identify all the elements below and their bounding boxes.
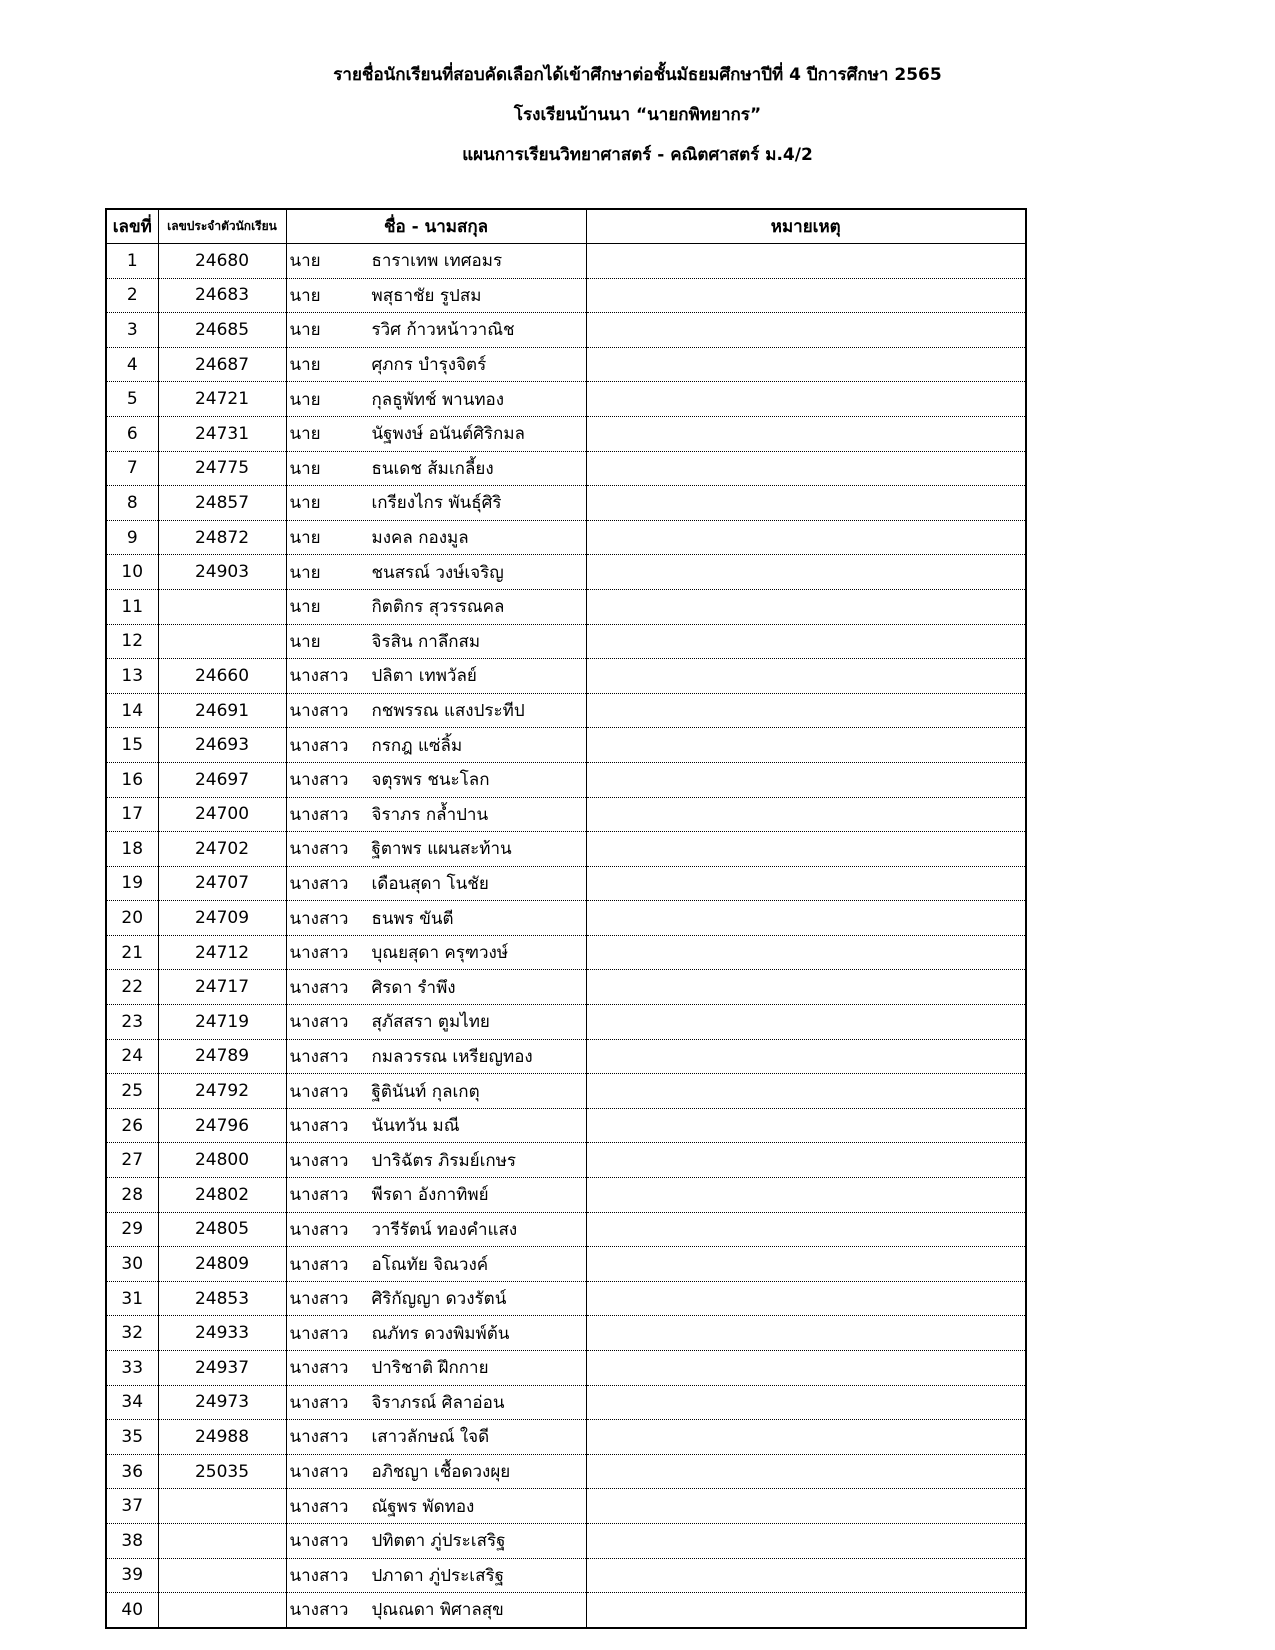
table-row <box>106 416 1026 451</box>
student-name-cell <box>286 244 586 279</box>
row-number: 20 <box>106 901 158 936</box>
student-name-cell <box>286 1558 586 1593</box>
remark-cell <box>586 520 1026 555</box>
student-name: จตุรพร ชนะโลก <box>371 770 490 791</box>
student-name-cell <box>286 1489 586 1524</box>
table-row <box>106 1351 1026 1386</box>
student-id: 24809 <box>158 1247 286 1282</box>
row-number: 39 <box>106 1558 158 1593</box>
name-prefix: นางสาว <box>289 1462 349 1483</box>
student-id: 24802 <box>158 1178 286 1213</box>
student-id: 24937 <box>158 1351 286 1386</box>
row-number: 21 <box>106 935 158 970</box>
student-name-cell <box>286 1005 586 1040</box>
row-number: 26 <box>106 1108 158 1143</box>
student-name-cell <box>286 382 586 417</box>
student-name-cell <box>286 728 586 763</box>
student-name: ธาราเทพ เทศอมร <box>371 251 503 272</box>
table-row <box>106 1178 1026 1213</box>
student-name-cell <box>286 313 586 348</box>
student-name: ปาริฉัตร ภิรมย์เกษร <box>371 1150 517 1171</box>
student-name: อโณทัย จิณวงค์ <box>371 1254 489 1275</box>
student-name-cell <box>286 901 586 936</box>
student-id: 24933 <box>158 1316 286 1351</box>
name-prefix: นางสาว <box>289 1150 349 1171</box>
table-row <box>106 762 1026 797</box>
student-name-cell <box>286 1212 586 1247</box>
table-row <box>106 1143 1026 1178</box>
school-name: โรงเรียนบ้านนา “นายกพิทยากร” <box>513 105 762 125</box>
row-number: 5 <box>106 382 158 417</box>
student-name: ฐิตินันท์ กุลเกตุ <box>371 1081 480 1102</box>
student-name: พีรดา อังกาทิพย์ <box>371 1185 489 1206</box>
student-name: ศิรดา รำพึง <box>371 977 456 998</box>
remark-cell <box>586 416 1026 451</box>
student-id: 24789 <box>158 1039 286 1074</box>
name-prefix: นางสาว <box>289 1081 349 1102</box>
remark-cell <box>586 1523 1026 1558</box>
student-name-cell <box>286 624 586 659</box>
student-name: กชพรรณ แสงประทีป <box>371 701 525 722</box>
student-name: สุภัสสรา ตูมไทย <box>371 1012 490 1033</box>
remark-cell <box>586 1558 1026 1593</box>
table-row <box>106 589 1026 624</box>
student-name: ปุณณดา พิศาลสุข <box>371 1600 504 1621</box>
name-prefix: นาย <box>289 562 321 583</box>
student-name-cell <box>286 1143 586 1178</box>
remark-cell <box>586 278 1026 313</box>
name-prefix: นางสาว <box>289 1565 349 1586</box>
row-number: 37 <box>106 1489 158 1524</box>
name-prefix: นาย <box>289 493 321 514</box>
table-row <box>106 382 1026 417</box>
student-name-cell <box>286 1039 586 1074</box>
remark-cell <box>586 451 1026 486</box>
remark-cell <box>586 1039 1026 1074</box>
name-prefix: นางสาว <box>289 804 349 825</box>
row-number: 28 <box>106 1178 158 1213</box>
student-name: ศิริกัญญา ดวงรัตน์ <box>371 1289 507 1310</box>
row-number: 40 <box>106 1593 158 1628</box>
row-number: 38 <box>106 1523 158 1558</box>
student-id: 24853 <box>158 1281 286 1316</box>
student-name-cell <box>286 1523 586 1558</box>
remark-cell <box>586 1454 1026 1489</box>
student-name-cell <box>286 555 586 590</box>
remark-cell <box>586 313 1026 348</box>
table-row <box>106 520 1026 555</box>
student-id: 24685 <box>158 313 286 348</box>
student-name: กมลวรรณ เหรียญทอง <box>371 1046 533 1067</box>
student-id: 24857 <box>158 486 286 521</box>
student-id: 24775 <box>158 451 286 486</box>
remark-cell <box>586 797 1026 832</box>
table-row <box>106 693 1026 728</box>
name-prefix: นาย <box>289 285 321 306</box>
remark-cell <box>586 1385 1026 1420</box>
student-id: 24697 <box>158 762 286 797</box>
student-name: อภิชญา เชื้อดวงผุย <box>371 1462 511 1483</box>
student-id <box>158 1558 286 1593</box>
header-student-id: เลขประจำตัวนักเรียน <box>158 209 286 244</box>
student-id: 24796 <box>158 1108 286 1143</box>
student-name: บุณยสุดา ครุฑวงษ์ <box>371 943 509 964</box>
row-number: 11 <box>106 589 158 624</box>
student-id: 24660 <box>158 659 286 694</box>
student-name: กิตติกร สุวรรณคล <box>371 597 505 618</box>
student-name: กุลธูพัทช์ พานทอง <box>371 389 505 410</box>
row-number: 19 <box>106 866 158 901</box>
student-name-cell <box>286 970 586 1005</box>
student-name: ปทิตตา ภู่ประเสริฐ <box>371 1531 506 1552</box>
remark-cell <box>586 555 1026 590</box>
student-id: 24693 <box>158 728 286 763</box>
table-row <box>106 1108 1026 1143</box>
remark-cell <box>586 486 1026 521</box>
student-id <box>158 1523 286 1558</box>
name-prefix: นาย <box>289 355 321 376</box>
table-row <box>106 1420 1026 1455</box>
row-number: 34 <box>106 1385 158 1420</box>
table-row <box>106 244 1026 279</box>
student-id: 24792 <box>158 1074 286 1109</box>
student-id <box>158 624 286 659</box>
name-prefix: นาย <box>289 458 321 479</box>
study-plan: แผนการเรียนวิทยาศาสตร์ - คณิตศาสตร์ ม.4/2 <box>462 145 813 165</box>
remark-cell <box>586 382 1026 417</box>
name-prefix: นาย <box>289 424 321 445</box>
student-name-cell <box>286 1593 586 1628</box>
student-name-cell <box>286 520 586 555</box>
name-prefix: นาย <box>289 251 321 272</box>
row-number: 2 <box>106 278 158 313</box>
remark-cell <box>586 935 1026 970</box>
remark-cell <box>586 1247 1026 1282</box>
name-prefix: นางสาว <box>289 1496 349 1517</box>
table-row <box>106 832 1026 867</box>
remark-cell <box>586 1593 1026 1628</box>
row-number: 7 <box>106 451 158 486</box>
student-id: 24702 <box>158 832 286 867</box>
student-id: 24683 <box>158 278 286 313</box>
table-row <box>106 313 1026 348</box>
name-prefix: นางสาว <box>289 701 349 722</box>
name-prefix: นางสาว <box>289 1219 349 1240</box>
student-name: กรกฎ แซ่ลิ้ม <box>371 735 463 756</box>
remark-cell <box>586 693 1026 728</box>
student-name: ณภัทร ดวงพิมพ์ต้น <box>371 1323 510 1344</box>
student-name-cell <box>286 486 586 521</box>
row-number: 17 <box>106 797 158 832</box>
document-title: รายชื่อนักเรียนที่สอบคัดเลือกได้เข้าศึกษาต่อชั้นมัธยมศึกษาปีที่ 4 ปีการศึกษา 2565 <box>333 65 942 85</box>
row-number: 16 <box>106 762 158 797</box>
student-name: เสาวลักษณ์ ใจดี <box>371 1427 490 1448</box>
table-row <box>106 1074 1026 1109</box>
student-id <box>158 1593 286 1628</box>
remark-cell <box>586 832 1026 867</box>
student-name-cell <box>286 693 586 728</box>
student-name-cell <box>286 1420 586 1455</box>
table-row <box>106 278 1026 313</box>
table-row <box>106 935 1026 970</box>
remark-cell <box>586 659 1026 694</box>
table-header-row <box>106 209 1026 244</box>
row-number: 30 <box>106 1247 158 1282</box>
table-row <box>106 659 1026 694</box>
row-number: 1 <box>106 244 158 279</box>
remark-cell <box>586 1143 1026 1178</box>
student-id: 25035 <box>158 1454 286 1489</box>
student-name-cell <box>286 1108 586 1143</box>
student-name-cell <box>286 1454 586 1489</box>
name-prefix: นางสาว <box>289 1358 349 1379</box>
student-id: 24973 <box>158 1385 286 1420</box>
student-name: ศุภกร บำรุงจิตร์ <box>371 355 487 376</box>
student-name-cell <box>286 1351 586 1386</box>
table-row <box>106 1247 1026 1282</box>
table-row <box>106 1454 1026 1489</box>
student-name: เกรียงไกร พันธุ์ศิริ <box>371 493 502 514</box>
row-number: 4 <box>106 347 158 382</box>
row-number: 31 <box>106 1281 158 1316</box>
student-id <box>158 589 286 624</box>
student-name: เดือนสุดา โนชัย <box>371 873 489 894</box>
student-id: 24872 <box>158 520 286 555</box>
table-row <box>106 624 1026 659</box>
name-prefix: นางสาว <box>289 1392 349 1413</box>
student-name: จิราภรณ์ ศิลาอ่อน <box>371 1392 505 1413</box>
table-row <box>106 486 1026 521</box>
row-number: 14 <box>106 693 158 728</box>
student-id: 24700 <box>158 797 286 832</box>
student-name-cell <box>286 347 586 382</box>
student-id: 24709 <box>158 901 286 936</box>
remark-cell <box>586 1108 1026 1143</box>
table-row <box>106 1593 1026 1628</box>
row-number: 10 <box>106 555 158 590</box>
name-prefix: นางสาว <box>289 1427 349 1448</box>
student-id: 24721 <box>158 382 286 417</box>
row-number: 3 <box>106 313 158 348</box>
student-roster-table <box>105 208 1027 1629</box>
remark-cell <box>586 901 1026 936</box>
student-id <box>158 1489 286 1524</box>
name-prefix: นางสาว <box>289 977 349 998</box>
name-prefix: นาย <box>289 631 321 652</box>
student-name: ณัฐพร พัดทอง <box>371 1496 475 1517</box>
name-prefix: นางสาว <box>289 908 349 929</box>
student-id: 24717 <box>158 970 286 1005</box>
student-name-cell <box>286 935 586 970</box>
student-name-cell <box>286 1178 586 1213</box>
remark-cell <box>586 728 1026 763</box>
header-name: ชื่อ - นามสกุล <box>286 209 586 244</box>
student-name-cell <box>286 1281 586 1316</box>
student-name-cell <box>286 1316 586 1351</box>
table-row <box>106 901 1026 936</box>
table-row <box>106 728 1026 763</box>
remark-cell <box>586 1316 1026 1351</box>
name-prefix: นางสาว <box>289 770 349 791</box>
row-number: 27 <box>106 1143 158 1178</box>
row-number: 36 <box>106 1454 158 1489</box>
student-id: 24691 <box>158 693 286 728</box>
name-prefix: นางสาว <box>289 1254 349 1275</box>
row-number: 18 <box>106 832 158 867</box>
student-name: นัฐพงษ์ อนันต์ศิริกมล <box>371 424 525 445</box>
name-prefix: นางสาว <box>289 1531 349 1552</box>
remark-cell <box>586 589 1026 624</box>
name-prefix: นางสาว <box>289 943 349 964</box>
name-prefix: นาย <box>289 389 321 410</box>
row-number: 35 <box>106 1420 158 1455</box>
table-row <box>106 1039 1026 1074</box>
header-no: เลขที่ <box>106 209 158 244</box>
student-name-cell <box>286 1247 586 1282</box>
student-name-cell <box>286 451 586 486</box>
remark-cell <box>586 762 1026 797</box>
name-prefix: นางสาว <box>289 873 349 894</box>
table-row <box>106 1212 1026 1247</box>
student-id: 24680 <box>158 244 286 279</box>
table-row <box>106 347 1026 382</box>
student-id: 24731 <box>158 416 286 451</box>
student-name-cell <box>286 797 586 832</box>
remark-cell <box>586 347 1026 382</box>
table-row <box>106 555 1026 590</box>
table-row <box>106 1489 1026 1524</box>
remark-cell <box>586 1005 1026 1040</box>
name-prefix: นางสาว <box>289 1323 349 1344</box>
student-name-cell <box>286 659 586 694</box>
row-number: 8 <box>106 486 158 521</box>
name-prefix: นาย <box>289 597 321 618</box>
row-number: 12 <box>106 624 158 659</box>
table-row <box>106 451 1026 486</box>
student-name: รวิศ ก้าวหน้าวาณิช <box>371 320 515 341</box>
row-number: 23 <box>106 1005 158 1040</box>
row-number: 24 <box>106 1039 158 1074</box>
student-id: 24800 <box>158 1143 286 1178</box>
row-number: 13 <box>106 659 158 694</box>
student-name: จิรสิน กาลึกสม <box>371 631 481 652</box>
remark-cell <box>586 1489 1026 1524</box>
row-number: 32 <box>106 1316 158 1351</box>
student-name: นันทวัน มณี <box>371 1116 460 1137</box>
student-name: วารีรัตน์ ทองคำแสง <box>371 1219 518 1240</box>
row-number: 9 <box>106 520 158 555</box>
remark-cell <box>586 866 1026 901</box>
student-name: พสุธาชัย รูปสม <box>371 285 482 306</box>
remark-cell <box>586 1074 1026 1109</box>
student-id: 24707 <box>158 866 286 901</box>
student-name: ชนสรณ์ วงษ์เจริญ <box>371 562 504 583</box>
name-prefix: นางสาว <box>289 1185 349 1206</box>
student-name: ธนพร ขันตี <box>371 908 454 929</box>
name-prefix: นาย <box>289 528 321 549</box>
table-row <box>106 1281 1026 1316</box>
table-row <box>106 1523 1026 1558</box>
student-id: 24687 <box>158 347 286 382</box>
table-row <box>106 797 1026 832</box>
student-id: 24988 <box>158 1420 286 1455</box>
student-name: ปภาดา ภู่ประเสริฐ <box>371 1565 504 1586</box>
student-name: ปลิตา เทพวัลย์ <box>371 666 477 687</box>
remark-cell <box>586 1351 1026 1386</box>
student-id: 24712 <box>158 935 286 970</box>
student-id: 24719 <box>158 1005 286 1040</box>
row-number: 22 <box>106 970 158 1005</box>
row-number: 29 <box>106 1212 158 1247</box>
table-row <box>106 1005 1026 1040</box>
student-name-cell <box>286 866 586 901</box>
remark-cell <box>586 1212 1026 1247</box>
student-name: ปาริชาติ ฝึกกาย <box>371 1358 489 1379</box>
table-row <box>106 1316 1026 1351</box>
student-id: 24805 <box>158 1212 286 1247</box>
student-name: จิราภร กล้ำปาน <box>371 804 489 825</box>
row-number: 6 <box>106 416 158 451</box>
row-number: 25 <box>106 1074 158 1109</box>
name-prefix: นางสาว <box>289 1046 349 1067</box>
student-name-cell <box>286 762 586 797</box>
name-prefix: นางสาว <box>289 735 349 756</box>
remark-cell <box>586 1281 1026 1316</box>
student-name-cell <box>286 416 586 451</box>
name-prefix: นาย <box>289 320 321 341</box>
name-prefix: นางสาว <box>289 1116 349 1137</box>
name-prefix: นางสาว <box>289 839 349 860</box>
remark-cell <box>586 244 1026 279</box>
table-row <box>106 1558 1026 1593</box>
remark-cell <box>586 1420 1026 1455</box>
name-prefix: นางสาว <box>289 1600 349 1621</box>
row-number: 15 <box>106 728 158 763</box>
student-name-cell <box>286 278 586 313</box>
roster-body <box>106 244 1026 1628</box>
name-prefix: นางสาว <box>289 1012 349 1033</box>
remark-cell <box>586 970 1026 1005</box>
student-name: ธนเดช ส้มเกลี้ยง <box>371 458 494 479</box>
student-id: 24903 <box>158 555 286 590</box>
name-prefix: นางสาว <box>289 1289 349 1310</box>
student-name-cell <box>286 1074 586 1109</box>
document-title-block <box>0 55 1275 175</box>
remark-cell <box>586 624 1026 659</box>
student-name-cell <box>286 1385 586 1420</box>
remark-cell <box>586 1178 1026 1213</box>
header-remark: หมายเหตุ <box>586 209 1026 244</box>
student-name: มงคล กองมูล <box>371 528 469 549</box>
student-name-cell <box>286 832 586 867</box>
student-name-cell <box>286 589 586 624</box>
table-row <box>106 866 1026 901</box>
table-row <box>106 970 1026 1005</box>
row-number: 33 <box>106 1351 158 1386</box>
student-name: ฐิตาพร แผนสะท้าน <box>371 839 512 860</box>
table-row <box>106 1385 1026 1420</box>
name-prefix: นางสาว <box>289 666 349 687</box>
